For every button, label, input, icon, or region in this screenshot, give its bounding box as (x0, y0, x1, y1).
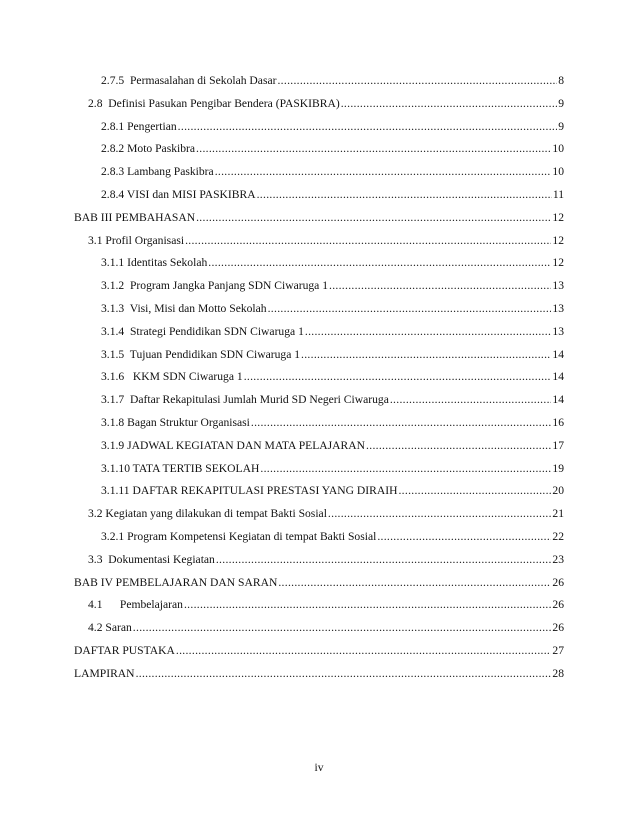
toc-entry-page: 26 (552, 621, 564, 635)
toc-entry-page: 26 (552, 575, 564, 589)
page-number: iv (314, 761, 324, 774)
toc-entry-title: 3.1.5 Tujuan Pendidikan SDN Ciwaruga 1 (101, 347, 301, 361)
toc-entry-page: 28 (552, 666, 564, 680)
toc-entry-title: 3.1 Profil Organisasi (88, 233, 185, 247)
toc-entry-page: 20 (552, 484, 564, 498)
toc-dot-leader (341, 93, 557, 116)
toc-entry-page: 23 (552, 552, 564, 566)
toc-entry-bab-iv[interactable] (0, 572, 638, 595)
toc-entry-page: 13 (552, 301, 564, 315)
toc-dot-leader (178, 116, 558, 139)
toc-entry-3-1-4[interactable] (0, 321, 638, 344)
toc-entry-page: 12 (552, 210, 564, 224)
toc-entry-page: 8 (558, 74, 564, 87)
toc-dot-leader (216, 549, 552, 572)
toc-dot-leader (260, 458, 551, 481)
toc-dot-leader (328, 503, 551, 526)
toc-entry-3-1-9[interactable] (0, 435, 638, 458)
toc-dot-leader (277, 70, 557, 93)
toc-entry-3-2-1[interactable] (0, 526, 638, 549)
toc-entry-2-8[interactable] (0, 93, 638, 116)
toc-entry-page: 11 (552, 187, 564, 201)
toc-entry-title: 3.1.1 Identitas Sekolah (101, 256, 208, 270)
toc-entry-title: 3.3 Dokumentasi Kegiatan (88, 552, 215, 566)
toc-entry-page: 13 (552, 279, 564, 293)
toc-dot-leader (377, 526, 551, 549)
toc-dot-leader (398, 480, 551, 503)
toc-entry-3-1-2[interactable] (0, 275, 638, 298)
toc-dot-leader (176, 640, 552, 663)
toc-entry-page: 9 (558, 96, 564, 110)
toc-dot-leader (184, 594, 551, 617)
toc-entry-title: BAB IV PEMBELAJARAN DAN SARAN (74, 575, 278, 589)
toc-entry-title: 2.8.2 Moto Paskibra (101, 142, 196, 156)
toc-entry-3-1-1[interactable] (0, 252, 638, 275)
toc-dot-leader (196, 138, 551, 161)
toc-entry-page: 9 (558, 119, 564, 133)
toc-dot-leader (185, 230, 551, 253)
toc-entry-title: 3.1.7 Daftar Rekapitulasi Jumlah Murid SD Negeri Ciwaruga (101, 393, 389, 407)
toc-entry-title: 3.2 Kegiatan yang dilakukan di tempat Bakti Sosial (88, 507, 327, 521)
toc-dot-leader (133, 617, 552, 640)
toc-entry-title: 3.1.6 KKM SDN Ciwaruga 1 (101, 370, 243, 384)
toc-entry-page: 12 (552, 256, 564, 270)
toc-entry-bab-iii[interactable] (0, 207, 638, 230)
toc-entry-page: 14 (552, 370, 564, 384)
toc-dot-leader (215, 161, 552, 184)
toc-dot-leader (278, 572, 551, 595)
toc-entry-3-1-10[interactable] (0, 458, 638, 481)
toc-entry-page: 13 (552, 324, 564, 338)
table-of-contents (0, 70, 638, 686)
toc-entry-daftar-pustaka[interactable] (0, 640, 638, 663)
toc-dot-leader (329, 275, 551, 298)
toc-entry-3-2[interactable] (0, 503, 638, 526)
toc-entry-3-1-7[interactable] (0, 389, 638, 412)
toc-entry-page: 21 (552, 507, 564, 521)
toc-entry-page: 14 (552, 393, 564, 407)
toc-entry-2-8-1[interactable] (0, 116, 638, 139)
toc-dot-leader (136, 663, 552, 686)
toc-entry-title: 3.1.4 Strategi Pendidikan SDN Ciwaruga 1 (101, 324, 304, 338)
toc-entry-page: 14 (552, 347, 564, 361)
toc-dot-leader (305, 321, 552, 344)
toc-entry-title: DAFTAR PUSTAKA (74, 643, 175, 657)
toc-entry-title: 3.1.2 Program Jangka Panjang SDN Ciwaruga 1 (101, 279, 329, 293)
toc-entry-title: 3.1.3 Visi, Misi dan Motto Sekolah (101, 301, 267, 315)
toc-entry-page: 10 (552, 165, 564, 179)
toc-entry-3-1-3[interactable] (0, 298, 638, 321)
toc-entry-2-8-2[interactable] (0, 138, 638, 161)
toc-dot-leader (301, 344, 551, 367)
toc-entry-2-7-5[interactable] (0, 70, 638, 93)
toc-entry-page: 16 (552, 415, 564, 429)
toc-entry-page: 27 (552, 643, 564, 657)
toc-entry-title: 3.2.1 Program Kompetensi Kegiatan di tempat Bakti Sosial (101, 529, 377, 543)
toc-dot-leader (366, 435, 551, 458)
toc-entry-title: 2.8 Definisi Pasukan Pengibar Bendera (PASKIBRA) (88, 96, 340, 110)
toc-entry-title: 2.8.1 Pengertian (101, 119, 177, 133)
toc-entry-page: 12 (552, 233, 564, 247)
toc-entry-page: 17 (552, 438, 564, 452)
toc-entry-page: 26 (552, 598, 564, 612)
toc-dot-leader (196, 207, 551, 230)
toc-entry-3-1[interactable] (0, 230, 638, 253)
toc-entry-page: 22 (552, 529, 564, 543)
toc-entry-4-2[interactable] (0, 617, 638, 640)
toc-entry-title: 2.8.3 Lambang Paskibra (101, 165, 214, 179)
toc-entry-title: 2.7.5 Permasalahan di Sekolah Dasar (101, 74, 277, 87)
toc-entry-3-1-8[interactable] (0, 412, 638, 435)
toc-dot-leader (251, 412, 552, 435)
toc-entry-title: 4.2 Saran (88, 621, 132, 635)
toc-entry-2-8-3[interactable] (0, 161, 638, 184)
toc-entry-title: 3.1.8 Bagan Struktur Organisasi (101, 415, 250, 429)
toc-entry-title: LAMPIRAN (74, 666, 135, 680)
toc-entry-2-8-4[interactable] (0, 184, 638, 207)
toc-entry-title: 3.1.11 DAFTAR REKAPITULASI PRESTASI YANG DIRAIH (101, 484, 398, 498)
toc-dot-leader (208, 252, 551, 275)
toc-entry-3-1-11[interactable] (0, 480, 638, 503)
toc-entry-title: BAB III PEMBAHASAN (74, 210, 196, 224)
toc-dot-leader (257, 184, 552, 207)
toc-entry-title: 3.1.9 JADWAL KEGIATAN DAN MATA PELAJARAN (101, 438, 366, 452)
toc-dot-leader (390, 389, 552, 412)
toc-entry-page: 19 (552, 461, 564, 475)
toc-entry-title: 3.1.10 TATA TERTIB SEKOLAH (101, 461, 260, 475)
toc-entry-title: 4.1 Pembelajaran (88, 598, 183, 612)
toc-dot-leader (244, 366, 552, 389)
toc-dot-leader (268, 298, 552, 321)
toc-entry-3-1-5[interactable] (0, 344, 638, 367)
toc-entry-title: 2.8.4 VISI dan MISI PASKIBRA (101, 187, 256, 201)
toc-entry-page: 10 (552, 142, 564, 156)
toc-entry-3-3[interactable] (0, 549, 638, 572)
toc-entry-lampiran[interactable] (0, 663, 638, 686)
toc-entry-3-1-6[interactable] (0, 366, 638, 389)
toc-entry-4-1[interactable] (0, 594, 638, 617)
